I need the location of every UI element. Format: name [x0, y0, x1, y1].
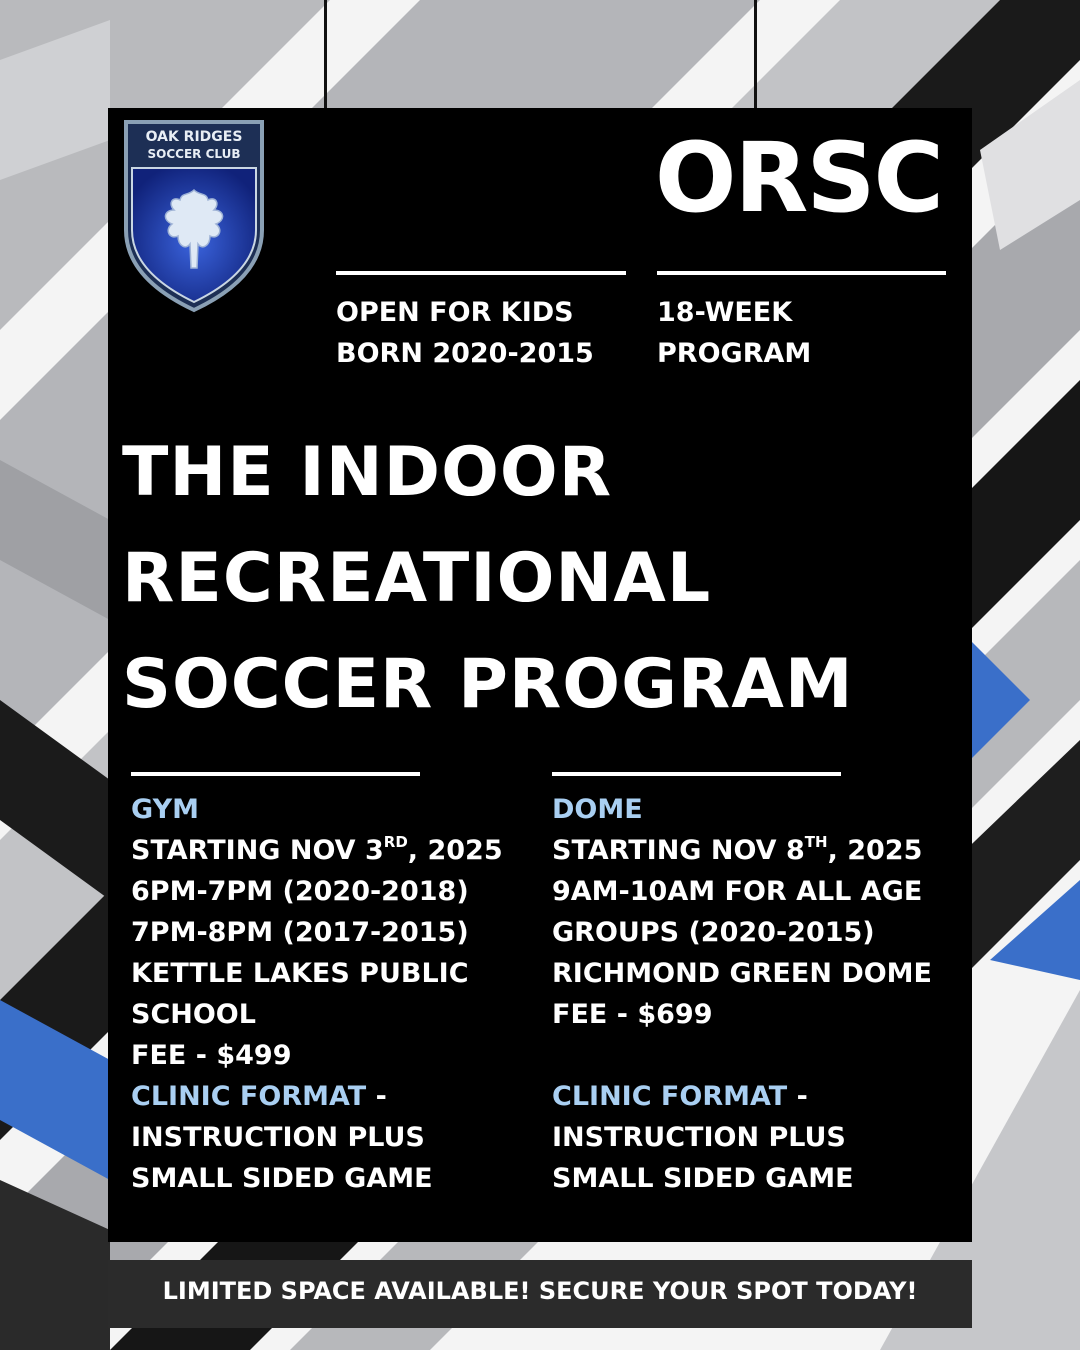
eligibility-line-1: OPEN FOR KIDS: [336, 297, 574, 328]
dome-start-date: STARTING NOV 8TH, 2025: [552, 833, 923, 866]
eligibility-line-2: BORN 2020-2015: [336, 338, 594, 369]
gym-time-2: 7PM-8PM (2017-2015): [131, 917, 469, 948]
dome-location: RICHMOND GREEN DOME: [552, 958, 932, 989]
dome-format-line-2: SMALL SIDED GAME: [552, 1163, 854, 1194]
dome-format-heading: CLINIC FORMAT -: [552, 1081, 808, 1112]
duration-line-2: PROGRAM: [657, 338, 812, 369]
program-headline: [122, 420, 854, 738]
dome-spacer: [552, 1035, 932, 1076]
duration-line-1: 18-WEEK: [657, 297, 793, 328]
dome-format-line-1: INSTRUCTION PLUS: [552, 1122, 846, 1153]
gym-fee: FEE - $499: [131, 1040, 292, 1071]
gym-start-date: STARTING NOV 3RD, 2025: [131, 833, 503, 866]
crest-top-text: OAK RIDGES: [145, 129, 243, 145]
gym-location-1: KETTLE LAKES PUBLIC: [131, 958, 469, 989]
dome-details: [552, 789, 932, 1199]
duration-text: [657, 292, 811, 374]
gym-format-line-1: INSTRUCTION PLUS: [131, 1122, 425, 1153]
headline-line-2: RECREATIONAL: [122, 539, 712, 618]
headline-line-1: THE INDOOR: [122, 433, 613, 512]
gym-time-1: 6PM-7PM (2020-2018): [131, 876, 469, 907]
divider-eligibility: [336, 271, 626, 275]
crest-bottom-text: SOCCER CLUB: [147, 147, 241, 161]
hanging-string-right: [754, 0, 757, 108]
call-to-action-banner: [108, 1260, 972, 1328]
hanging-string-left: [324, 0, 327, 108]
dome-time-1: 9AM-10AM FOR ALL AGE: [552, 876, 923, 907]
gym-title: GYM: [131, 794, 199, 825]
gym-format-heading: CLINIC FORMAT -: [131, 1081, 387, 1112]
gym-location-2: SCHOOL: [131, 999, 256, 1030]
eligibility-text: [336, 292, 594, 374]
headline-line-3: SOCCER PROGRAM: [122, 645, 854, 724]
dome-time-2: GROUPS (2020-2015): [552, 917, 875, 948]
dome-fee: FEE - $699: [552, 999, 713, 1030]
gym-format-line-2: SMALL SIDED GAME: [131, 1163, 433, 1194]
dome-title: DOME: [552, 794, 643, 825]
gym-details: [131, 789, 503, 1199]
divider-dome: [552, 772, 841, 776]
divider-duration: [657, 271, 946, 275]
club-acronym: ORSC: [654, 122, 942, 234]
divider-gym: [131, 772, 420, 776]
oak-ridges-crest-logo: [120, 118, 268, 314]
banner-text: LIMITED SPACE AVAILABLE! SECURE YOUR SPOT TODAY!: [162, 1277, 918, 1305]
